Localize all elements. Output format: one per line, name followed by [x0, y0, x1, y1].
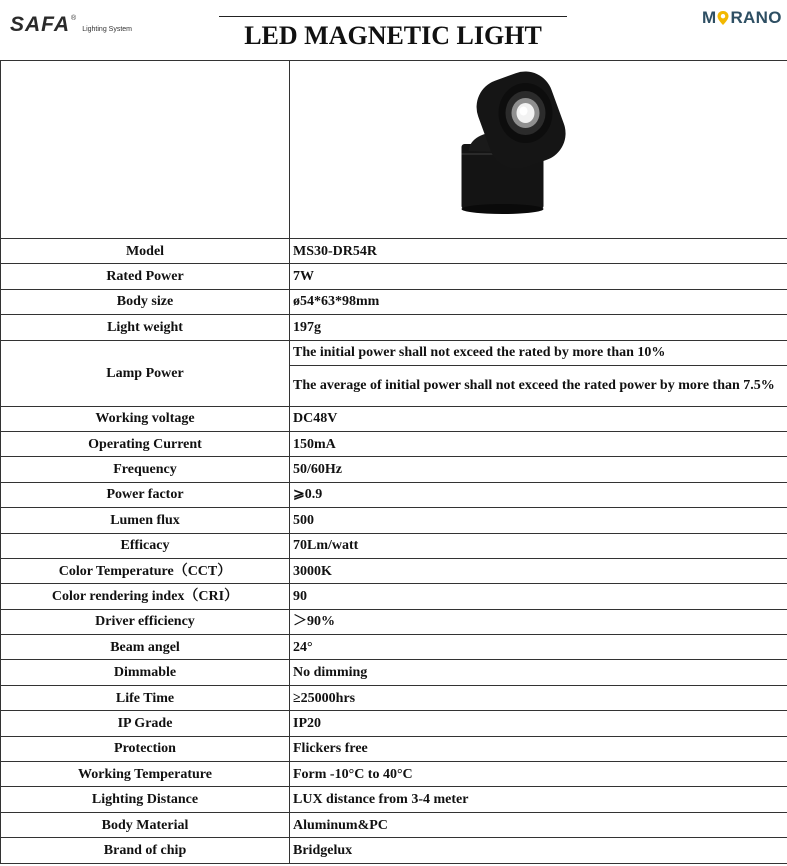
spec-label: Power factor: [1, 482, 290, 507]
safa-logo-registered: ®: [71, 15, 77, 22]
spec-label: Dimmable: [1, 660, 290, 685]
morano-logo-rest: RANO: [730, 8, 782, 27]
spec-label: Body Material: [1, 812, 290, 837]
spec-value: DC48V: [290, 406, 787, 431]
product-image-cell: [290, 61, 787, 239]
spec-value: 90: [290, 584, 787, 609]
spec-value: Bridgelux: [290, 838, 787, 863]
spec-label: Rated Power: [1, 264, 290, 289]
location-pin-icon: [716, 10, 730, 26]
spec-value: ⩾0.9: [290, 482, 787, 507]
safa-logo: [10, 9, 132, 35]
spec-value: The initial power shall not exceed the rated by more than 10%: [290, 340, 787, 365]
spec-value: ＞90%: [290, 609, 787, 634]
spec-value: Aluminum&PC: [290, 812, 787, 837]
product-image-empty-cell: [1, 61, 290, 239]
spec-row: [1, 584, 787, 609]
spec-value: No dimming: [290, 660, 787, 685]
spec-row: [1, 609, 787, 634]
spec-value: Form -10°C to 40°C: [290, 762, 787, 787]
spec-label: Lumen flux: [1, 508, 290, 533]
spec-label: Beam angel: [1, 635, 290, 660]
page-title: LED MAGNETIC LIGHT: [244, 21, 542, 50]
spec-label: Operating Current: [1, 431, 290, 456]
spec-label: Model: [1, 239, 290, 264]
spec-label: Color Temperature（CCT）: [1, 558, 290, 583]
spec-value: 50/60Hz: [290, 457, 787, 482]
spec-label: Color rendering index（CRI）: [1, 584, 290, 609]
spec-row: [1, 838, 787, 863]
spec-label: Brand of chip: [1, 838, 290, 863]
safa-logo-tagline: Lighting System: [82, 26, 132, 33]
title-rule: [219, 16, 567, 17]
spec-value: 7W: [290, 264, 787, 289]
magnetic-spotlight-image: [290, 61, 787, 238]
spec-label: Frequency: [1, 457, 290, 482]
spec-label: Life Time: [1, 685, 290, 710]
spec-row: [1, 711, 787, 736]
spec-label: Lighting Distance: [1, 787, 290, 812]
spec-row: [1, 340, 787, 365]
spec-label: Efficacy: [1, 533, 290, 558]
spec-label: Light weight: [1, 315, 290, 340]
spec-value: ≥25000hrs: [290, 685, 787, 710]
spec-value: Flickers free: [290, 736, 787, 761]
spec-value: The average of initial power shall not exceed the rated power by more than 7.5%: [290, 365, 787, 406]
spec-label: Lamp Power: [1, 340, 290, 406]
spec-row: [1, 736, 787, 761]
spec-value: 500: [290, 508, 787, 533]
spec-row: [1, 762, 787, 787]
spec-label: Body size: [1, 289, 290, 314]
spec-row: [1, 685, 787, 710]
spec-row: [1, 264, 787, 289]
spec-row: [1, 558, 787, 583]
spec-row: [1, 431, 787, 456]
spec-table: [0, 60, 787, 864]
spec-value: MS30-DR54R: [290, 239, 787, 264]
spec-value: 24°: [290, 635, 787, 660]
spec-label: IP Grade: [1, 711, 290, 736]
morano-logo-first-letter: M: [702, 8, 717, 27]
spec-label: Working Temperature: [1, 762, 290, 787]
spec-label: Working voltage: [1, 406, 290, 431]
spec-row: [1, 533, 787, 558]
spec-value: ø54*63*98mm: [290, 289, 787, 314]
product-image-row: [1, 61, 787, 239]
spec-row: [1, 315, 787, 340]
spec-row: [1, 812, 787, 837]
spec-row: [1, 289, 787, 314]
spec-row: [1, 482, 787, 507]
spec-value: 150mA: [290, 431, 787, 456]
spec-row: [1, 660, 787, 685]
spec-label: Driver efficiency: [1, 609, 290, 634]
spec-row: [1, 508, 787, 533]
safa-logo-name: SAFA: [10, 13, 71, 36]
spec-value: LUX distance from 3-4 meter: [290, 787, 787, 812]
spec-value: 197g: [290, 315, 787, 340]
spec-row: [1, 635, 787, 660]
spec-label: Protection: [1, 736, 290, 761]
spec-row: [1, 239, 787, 264]
spec-row: [1, 787, 787, 812]
spec-value: 3000K: [290, 558, 787, 583]
spec-value: IP20: [290, 711, 787, 736]
page-header: [0, 0, 787, 60]
morano-logo: [702, 8, 782, 28]
spec-row: [1, 457, 787, 482]
spec-value: 70Lm/watt: [290, 533, 787, 558]
spec-row: [1, 406, 787, 431]
